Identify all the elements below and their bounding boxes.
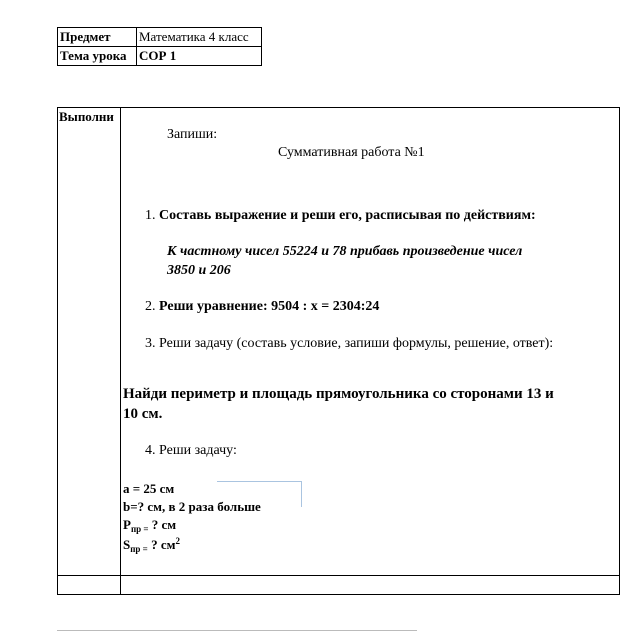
task-2 — [145, 299, 379, 315]
intro-text: Запиши: — [167, 127, 218, 142]
given-a: а = 25 см — [123, 481, 175, 496]
task-3-problem-line-2: 10 см. — [123, 406, 163, 422]
area-subscript: пр = — [130, 544, 148, 554]
task-1-number: 1. — [145, 208, 156, 223]
topic-label: Тема урока — [58, 47, 137, 66]
given-b: b=? см, в 2 раза больше — [123, 499, 261, 514]
area-symbol: S — [123, 537, 131, 552]
task-3-problem-line-1: Найди периметр и площадь прямоугольника со сторонами 13 и — [123, 386, 554, 402]
topic-value: СОР 1 — [137, 47, 262, 66]
task-3-text: Реши задачу (составь условие, запиши формулы, решение, ответ): — [159, 336, 554, 351]
perimeter-subscript: пр = — [130, 524, 149, 534]
given-area — [123, 536, 180, 554]
task-4-text: Реши задачу: — [159, 443, 237, 458]
subject-value: Математика 4 класс — [137, 28, 262, 47]
subject-label: Предмет — [58, 28, 137, 47]
lesson-meta-table — [57, 27, 262, 66]
area-superscript: 2 — [175, 536, 180, 546]
task-3 — [145, 336, 553, 352]
task-2-text: Реши уравнение: 9504 : х = 2304:24 — [159, 299, 380, 314]
subject-row — [58, 28, 262, 47]
work-title: Суммативная работа №1 — [278, 145, 425, 160]
task-3-number: 3. — [145, 336, 156, 351]
task-1-detail-line-1: К частному чисел 55224 и 78 прибавь произведение чисел — [167, 244, 523, 259]
area-rest: ? см — [151, 537, 176, 552]
page-bottom-rule — [57, 630, 417, 631]
task-4-number: 4. — [145, 443, 156, 458]
column-divider — [120, 107, 121, 595]
perimeter-symbol: P — [123, 517, 131, 532]
task-4 — [145, 443, 237, 459]
perimeter-rest: ? см — [151, 517, 177, 532]
row-divider — [57, 575, 620, 576]
column-label: Выполни — [59, 109, 114, 124]
given-perimeter — [123, 517, 176, 534]
task-1-detail-line-2: 3850 и 206 — [167, 263, 231, 278]
task-1-text: Составь выражение и реши его, расписывая по действиям: — [159, 208, 536, 223]
task-1 — [145, 208, 536, 224]
task-2-number: 2. — [145, 299, 156, 314]
topic-row — [58, 47, 262, 66]
